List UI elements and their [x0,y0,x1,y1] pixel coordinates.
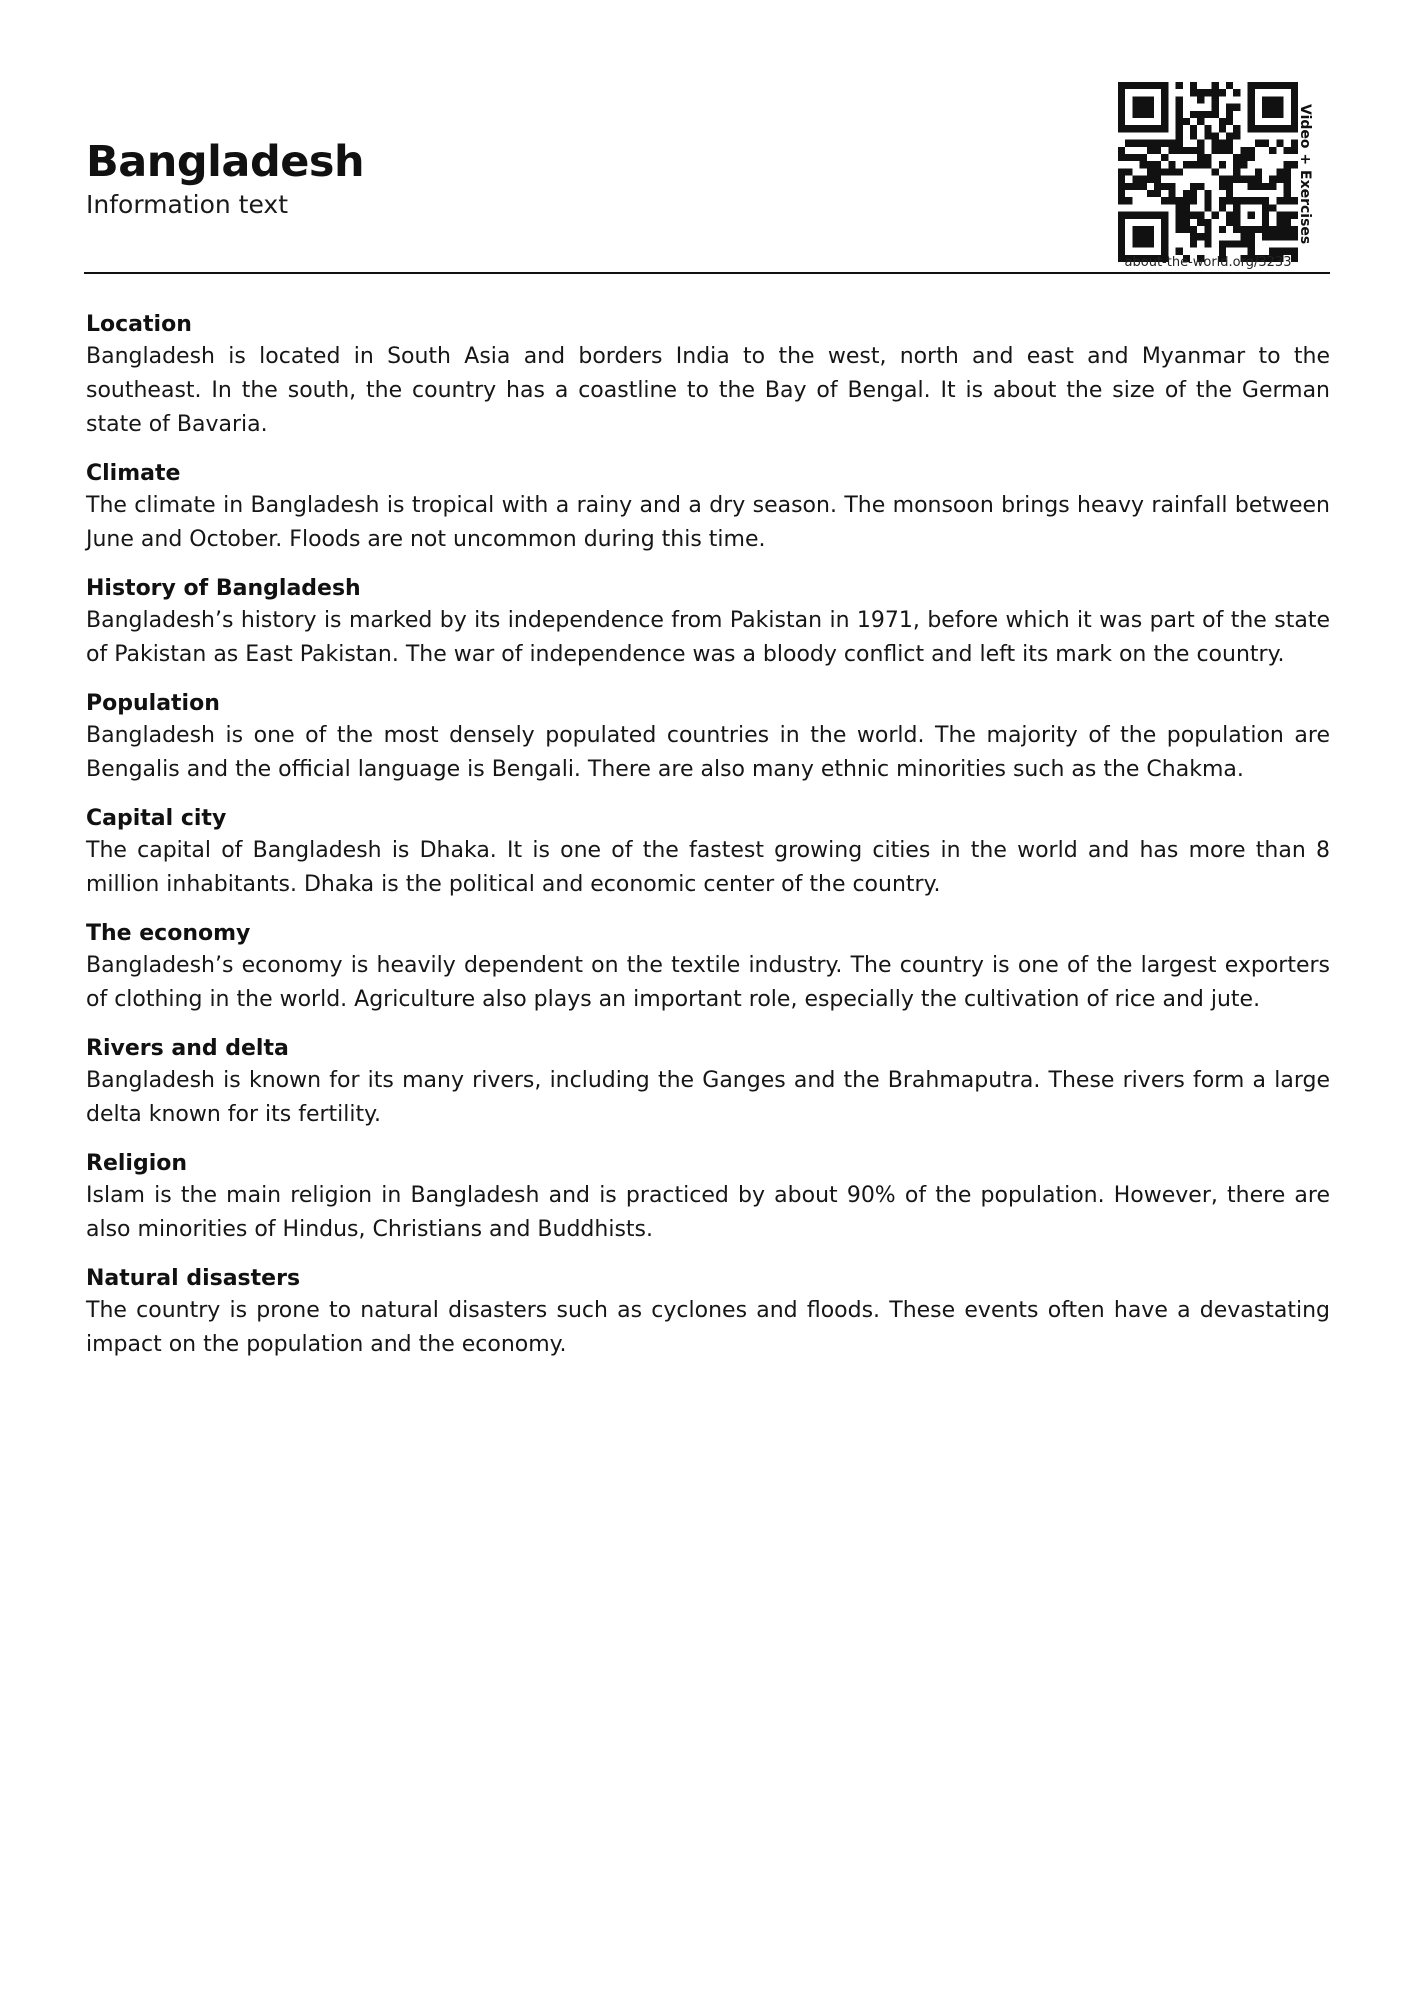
section-population [86,689,1330,787]
page-title: Bangladesh [86,137,365,187]
section-history [86,574,1330,672]
section-heading: Rivers and delta [86,1036,289,1061]
section-body: Bangladesh is located in South Asia and borders India to the west, north and east and Myanmar to the southeast. In the south, the country has a coastline to the Bay of Bengal. It is about the size of the German state of Bavaria. [86,344,1330,437]
qr-code-icon[interactable] [1118,82,1298,262]
section-body: Islam is the main religion in Bangladesh and is practiced by about 90% of the population. However, there are also minorities of Hindus, Christians and Buddhists. [86,1183,1330,1242]
section-heading: The economy [86,921,251,946]
section-body: The country is prone to natural disasters such as cyclones and floods. These events often have a devastating impact on the population and the economy. [86,1298,1330,1357]
section-body: Bangladesh is known for its many rivers, including the Ganges and the Brahmaputra. These rivers form a large delta known for its fertility. [86,1068,1330,1127]
section-heading: Religion [86,1151,188,1176]
section-economy [86,919,1330,1017]
section-heading: History of Bangladesh [86,576,361,601]
section-religion [86,1149,1330,1247]
section-body: The climate in Bangladesh is tropical with a rainy and a dry season. The monsoon brings heavy rainfall between June and October. Floods are not uncommon during this time. [86,493,1330,552]
page-subtitle: Information text [86,190,289,219]
section-location [86,310,1330,442]
section-capital-city [86,804,1330,902]
section-rivers-delta [86,1034,1330,1132]
section-heading: Population [86,691,220,716]
qr-url-link[interactable]: about-the-world.org/3233 [1124,255,1292,270]
section-heading: Capital city [86,806,227,831]
section-body: Bangladesh’s history is marked by its independence from Pakistan in 1971, before which it was part of the state of Pakistan as East Pakistan. The war of independence was a bloody conflict and left its mark on the country. [86,608,1330,667]
section-body: The capital of Bangladesh is Dhaka. It is one of the fastest growing cities in the world and has more than 8 million inhabitants. Dhaka is the political and economic center of the country. [86,838,1330,897]
qr-side-label [1297,104,1323,254]
section-heading: Climate [86,461,181,486]
video-exercises-label: Video + Exercises [1297,104,1313,245]
section-body: Bangladesh’s economy is heavily dependent on the textile industry. The country is one of the largest exporters of clothing in the world. Agriculture also plays an important role, especially the cultivation of rice and jute. [86,953,1330,1012]
section-natural-disasters [86,1264,1330,1362]
section-heading: Location [86,312,192,337]
section-heading: Natural disasters [86,1266,301,1291]
section-body: Bangladesh is one of the most densely populated countries in the world. The majority of the population are Bengalis and the official language is Bengali. There are also many ethnic minorities such as the Chakma. [86,723,1330,782]
section-climate [86,459,1330,557]
info-sections [86,310,1330,1379]
header-divider [84,272,1330,274]
